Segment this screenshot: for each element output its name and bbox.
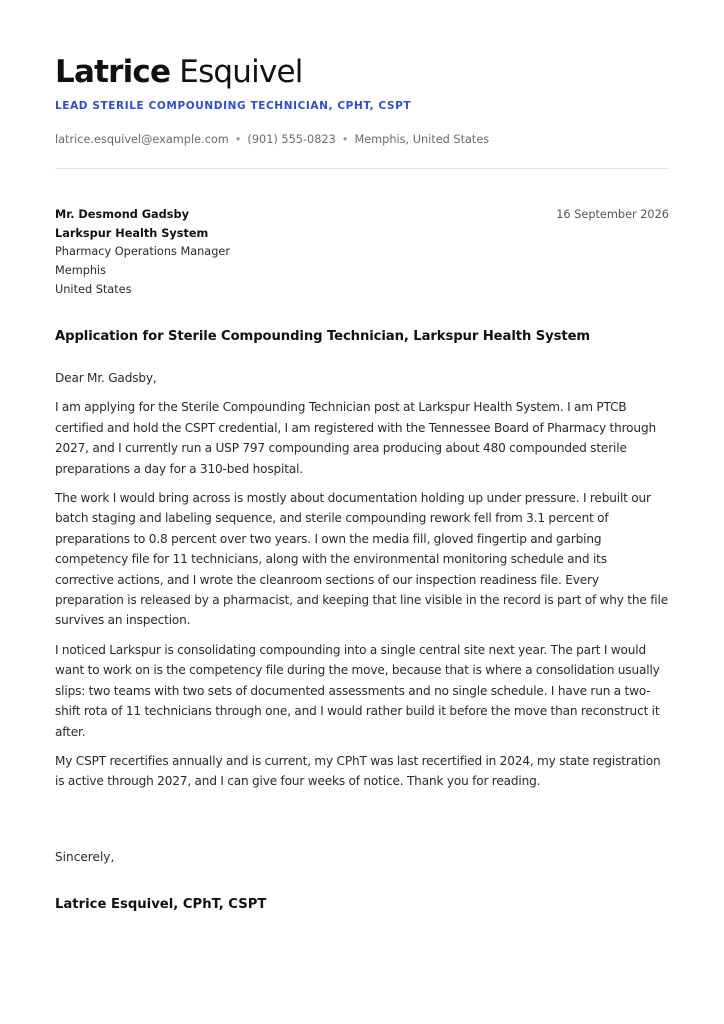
body-paragraph: The work I would bring across is mostly about documentation holding up under pressure. I rebuilt our batch staging and labeling sequence, and sterile compounding rework fell from 3.1 percent of preparations to 0.8 percent over two years. I own the media fill, gloved fingertip and garbing competency file for 11 technicians, along with the environmental monitoring schedule and its corrective actions, and I wrote the cleanroom sections of our inspection readiness file. Every preparation is released by a pharmacist, and keeping that line visible in the record is part of why the file survives an inspection.	[55, 491, 669, 628]
recipient-name: Mr. Desmond Gadsby	[55, 208, 189, 221]
signature: Latrice Esquivel, CPhT, CSPT	[55, 897, 267, 912]
recipient-role: Pharmacy Operations Manager	[55, 245, 230, 259]
applicant-last-name: Esquivel	[179, 54, 303, 90]
applicant-job-title: LEAD STERILE COMPOUNDING TECHNICIAN, CPHT, CSPT	[55, 100, 412, 112]
closing: Sincerely,	[55, 850, 115, 864]
contact-phone[interactable]: (901) 555-0823	[247, 133, 336, 146]
recipient-block	[55, 206, 230, 300]
letter-subject: Application for Sterile Compounding Technician, Larkspur Health System	[55, 329, 591, 344]
applicant-name	[55, 52, 303, 92]
salutation: Dear Mr. Gadsby,	[55, 371, 157, 385]
header-divider	[55, 168, 669, 169]
letter-body	[55, 368, 669, 801]
recipient-country: United States	[55, 282, 132, 296]
recipient-city: Memphis	[55, 264, 107, 278]
body-paragraph: I am applying for the Sterile Compounding Technician post at Larkspur Health System. I am PTCB certified and hold the CSPT credential, I am registered with the Tennessee Board of Pharmacy through 2027, and I currently run a USP 797 compounding area producing about 480 compounded sterile preparations a day for a 310-bed hospital.	[55, 400, 656, 476]
body-paragraph: I noticed Larkspur is consolidating compounding into a single central site next year. The part I would want to work on is the competency file during the move, because that is where a consolidation usually slips: two teams with two sets of documented assessments and no single schedule. I have run a two-shift rota of 11 technicians through one, and I would rather build it before the move than reconstruct it after.	[55, 642, 660, 739]
letter-date: 16 September 2026	[556, 208, 669, 221]
contact-location: Memphis, United States	[354, 133, 490, 146]
body-paragraph: My CSPT recertifies annually and is current, my CPhT was last recertified in 2024, my state registration is active through 2027, and I can give four weeks of notice. Thank you for reading.	[55, 753, 661, 789]
contact-separator: •	[341, 133, 349, 146]
contact-line	[55, 133, 489, 146]
applicant-first-name: Latrice	[55, 54, 171, 90]
contact-email[interactable]: latrice.esquivel@example.com	[55, 133, 229, 146]
recipient-organization: Larkspur Health System	[55, 226, 209, 240]
contact-separator: •	[234, 133, 242, 146]
